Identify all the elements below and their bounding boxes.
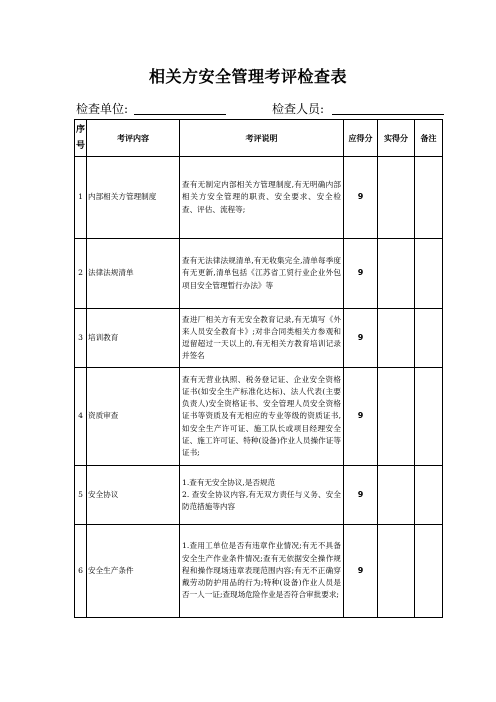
header-content: 考评内容	[87, 120, 180, 157]
row-description: 查有无制定内部相关方管理制度,有无明确内部相关方安全管理的职责、安全要求、安全检查、评估、流程等;	[180, 157, 344, 239]
row-item: 培训教育	[87, 309, 180, 368]
row-expected-score: 9	[344, 525, 378, 618]
row-item: 安全协议	[87, 466, 180, 525]
row-seq: 5	[75, 466, 87, 525]
header-remark: 备注	[415, 120, 443, 157]
row-remark	[415, 368, 443, 466]
row-description: 1.查用工单位是否有违章作业情况;有无不具备安全生产作业条件情况;查有无依据安全操作规程和操作现场违章表现范围内容;有无不正确穿戴劳动防护用品的行为;特种(设备)作业人员是否一人一证;查现场危险作业是否符合审批要求;	[180, 525, 344, 618]
form-header	[76, 100, 446, 118]
row-item: 安全生产条件	[87, 525, 180, 618]
row-remark	[415, 239, 443, 309]
row-actual-score	[378, 368, 415, 466]
row-item: 法律法规清单	[87, 239, 180, 309]
row-description: 查进厂相关方有无安全教育记录,有无填写《外来人员安全教育卡》;对非合同类相关方参观和逗留超过一天以上的,有无相关方教育培训记录并签名	[180, 309, 344, 368]
table-row	[75, 157, 443, 239]
row-actual-score	[378, 309, 415, 368]
header-row	[75, 120, 443, 157]
table-row	[75, 239, 443, 309]
row-actual-score	[378, 466, 415, 525]
row-item: 内部相关方管理制度	[87, 157, 180, 239]
inspect-unit-blank	[134, 114, 226, 115]
row-item: 资质审查	[87, 368, 180, 466]
table-row	[75, 466, 443, 525]
row-seq: 3	[75, 309, 87, 368]
row-description: 查有无法律法规清单,有无收集完全,清单每季度有无更新,清单包括《江苏省工贸行业企业外包项目安全管理暂行办法》等	[180, 239, 344, 309]
row-expected-score: 9	[344, 157, 378, 239]
row-remark	[415, 525, 443, 618]
header-actual-score: 实得分	[378, 120, 415, 157]
row-expected-score: 9	[344, 368, 378, 466]
row-remark	[415, 157, 443, 239]
row-seq: 1	[75, 157, 87, 239]
row-actual-score	[378, 239, 415, 309]
table-row	[75, 525, 443, 618]
inspect-unit-label: 检查单位:	[76, 102, 129, 116]
row-expected-score: 9	[344, 239, 378, 309]
row-remark	[415, 309, 443, 368]
inspector-blank	[332, 114, 444, 115]
page-title: 相关方安全管理考评检查表	[148, 67, 347, 86]
row-expected-score: 9	[344, 466, 378, 525]
table-row	[75, 368, 443, 466]
header-description: 考评说明	[180, 120, 344, 157]
row-seq: 2	[75, 239, 87, 309]
row-seq: 4	[75, 368, 87, 466]
checklist-table	[74, 119, 443, 618]
inspector-label: 检查人员:	[272, 102, 325, 116]
row-description: 1.查有无安全协议,是否规范 2. 查安全协议内容,有无双方责任与义务、安全防范措施等内容	[180, 466, 344, 525]
row-remark	[415, 466, 443, 525]
row-actual-score	[378, 525, 415, 618]
row-seq: 6	[75, 525, 87, 618]
row-description: 查有无营业执照、税务登记证、企业安全资格证书(如安全生产标准化达标)、法人代表(主要负责人)安全资格证书、安全管理人员安全资格证书等资质及有无相应的专业等级的资质证书,如安全生产许可证、施工队长或项目经理安全证、施工许可证、特种(设备)作业人员操作证等证书;	[180, 368, 344, 466]
header-seq: 序号	[75, 120, 87, 157]
row-actual-score	[378, 157, 415, 239]
table-row	[75, 309, 443, 368]
header-expected-score: 应得分	[344, 120, 378, 157]
row-expected-score: 9	[344, 309, 378, 368]
